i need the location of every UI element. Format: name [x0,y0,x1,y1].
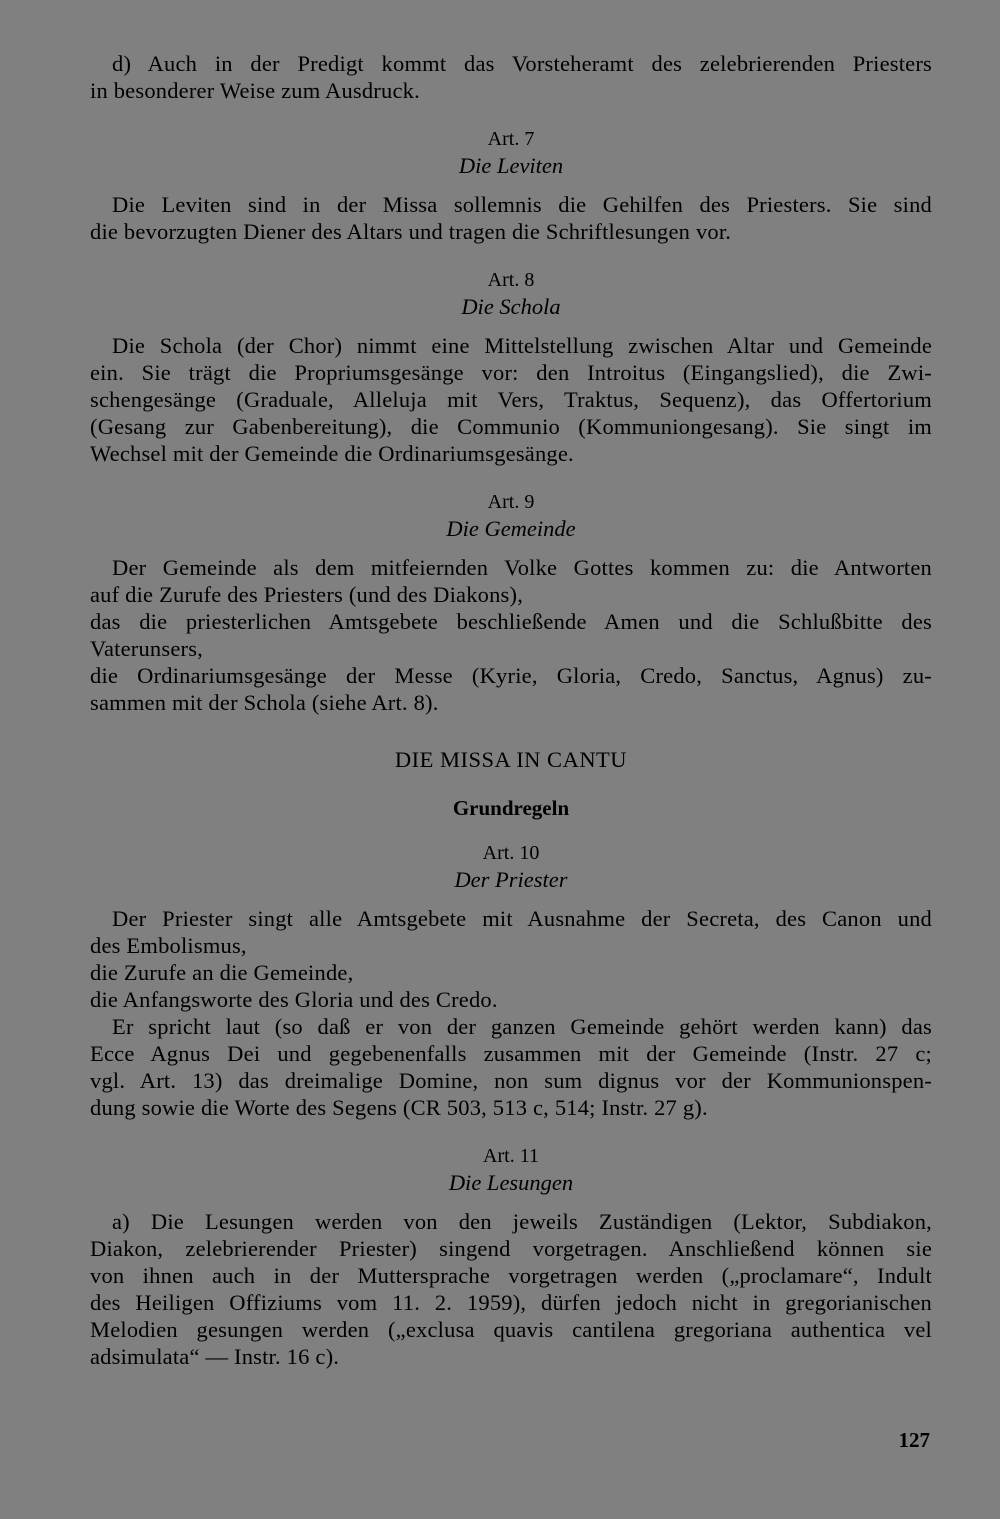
text-line: die Anfangsworte des Gloria und des Credo. [90,987,498,1012]
text-line: Diakon, zelebrierender Priester) singend vorgetragen. Anschließend können sie [90,1236,932,1261]
text-line: schengesänge (Graduale, Alleluja mit Vers, Traktus, Sequenz), das Offertorium [90,387,932,412]
text-line: Wechsel mit der Gemeinde die Ordinariumsgesänge. [90,441,574,466]
text-line: sammen mit der Schola (siehe Art. 8). [90,690,439,715]
text-line: Ecce Agnus Dei und gegebenenfalls zusammen mit der Gemeinde (Instr. 27 c; [90,1041,932,1066]
text-line: Vaterunsers, [90,636,203,661]
article-10-label: Art. 10 [482,842,540,864]
article-7-label: Art. 7 [487,128,535,150]
article-7-body [90,191,932,245]
article-11-body [90,1208,932,1370]
text-line: von ihnen auch in der Muttersprache vorgetragen werden („proclamare“, Indult [90,1263,932,1288]
page-content [90,50,932,1370]
text-line: die Zurufe an die Gemeinde, [90,960,354,985]
text-line: dung sowie die Worte des Segens (CR 503, 513 c, 514; Instr. 27 g). [90,1095,708,1120]
page-number: 127 [898,1428,930,1452]
text-line: Der Gemeinde als dem mitfeiernden Volke Gottes kommen zu: die Antworten [112,555,932,580]
text-line: in besonderer Weise zum Ausdruck. [90,78,420,103]
text-line: Melodien gesungen werden („exclusa quavis cantilena gregoriana authentica vel [90,1317,932,1342]
text-line: d) Auch in der Predigt kommt das Vorsteheramt des zelebrierenden Priesters [112,51,932,76]
text-line: Die Schola (der Chor) nimmt eine Mittelstellung zwischen Altar und Gemeinde [112,333,932,358]
article-9-title: Die Gemeinde [446,516,576,541]
article-7-title: Die Leviten [458,153,564,178]
article-10-title: Der Priester [454,867,568,892]
article-8-body [90,332,932,467]
text-line: ein. Sie trägt die Propriumsgesänge vor: den Introitus (Eingangslied), die Zwi- [90,360,932,385]
text-line: a) Die Lesungen werden von den jeweils Zuständigen (Lektor, Subdiakon, [112,1209,932,1234]
text-line: auf die Zurufe des Priesters (und des Diakons), [90,582,524,607]
section-title: DIE MISSA IN CANTU [394,747,628,772]
text-line: (Gesang zur Gabenbereitung), die Communio (Kommuniongesang). Sie singt im [90,414,932,439]
text-line: adsimulata“ — Instr. 16 c). [90,1344,340,1369]
text-line: das die priesterlichen Amtsgebete beschließende Amen und die Schlußbitte des [90,609,932,634]
text-line: Die Leviten sind in der Missa sollemnis die Gehilfen des Priesters. Sie sind [112,192,932,217]
text-line: Er spricht laut (so daß er von der ganzen Gemeinde gehört werden kann) das [112,1014,932,1039]
text-line: Der Priester singt alle Amtsgebete mit Ausnahme der Secreta, des Canon und [112,906,932,931]
text-line: die Ordinariumsgesänge der Messe (Kyrie, Gloria, Credo, Sanctus, Agnus) zu- [90,663,932,688]
text-line: des Heiligen Offiziums vom 11. 2. 1959), dürfen jedoch nicht in gregorianischen [90,1290,932,1315]
article-11-label: Art. 11 [483,1145,539,1167]
article-8-title: Die Schola [461,294,561,319]
article-8-label: Art. 8 [487,269,535,291]
article-10-body [90,905,932,1121]
article-11-title: Die Lesungen [448,1170,574,1195]
text-line: die bevorzugten Diener des Altars und tragen die Schriftlesungen vor. [90,219,732,244]
paragraph-d [90,50,932,104]
article-9-body [90,554,932,716]
text-line: vgl. Art. 13) das dreimalige Domine, non sum dignus vor der Kommunionspen- [90,1068,932,1093]
text-line: des Embolismus, [90,933,247,958]
section-subtitle: Grundregeln [452,796,570,820]
article-9-label: Art. 9 [487,491,535,513]
